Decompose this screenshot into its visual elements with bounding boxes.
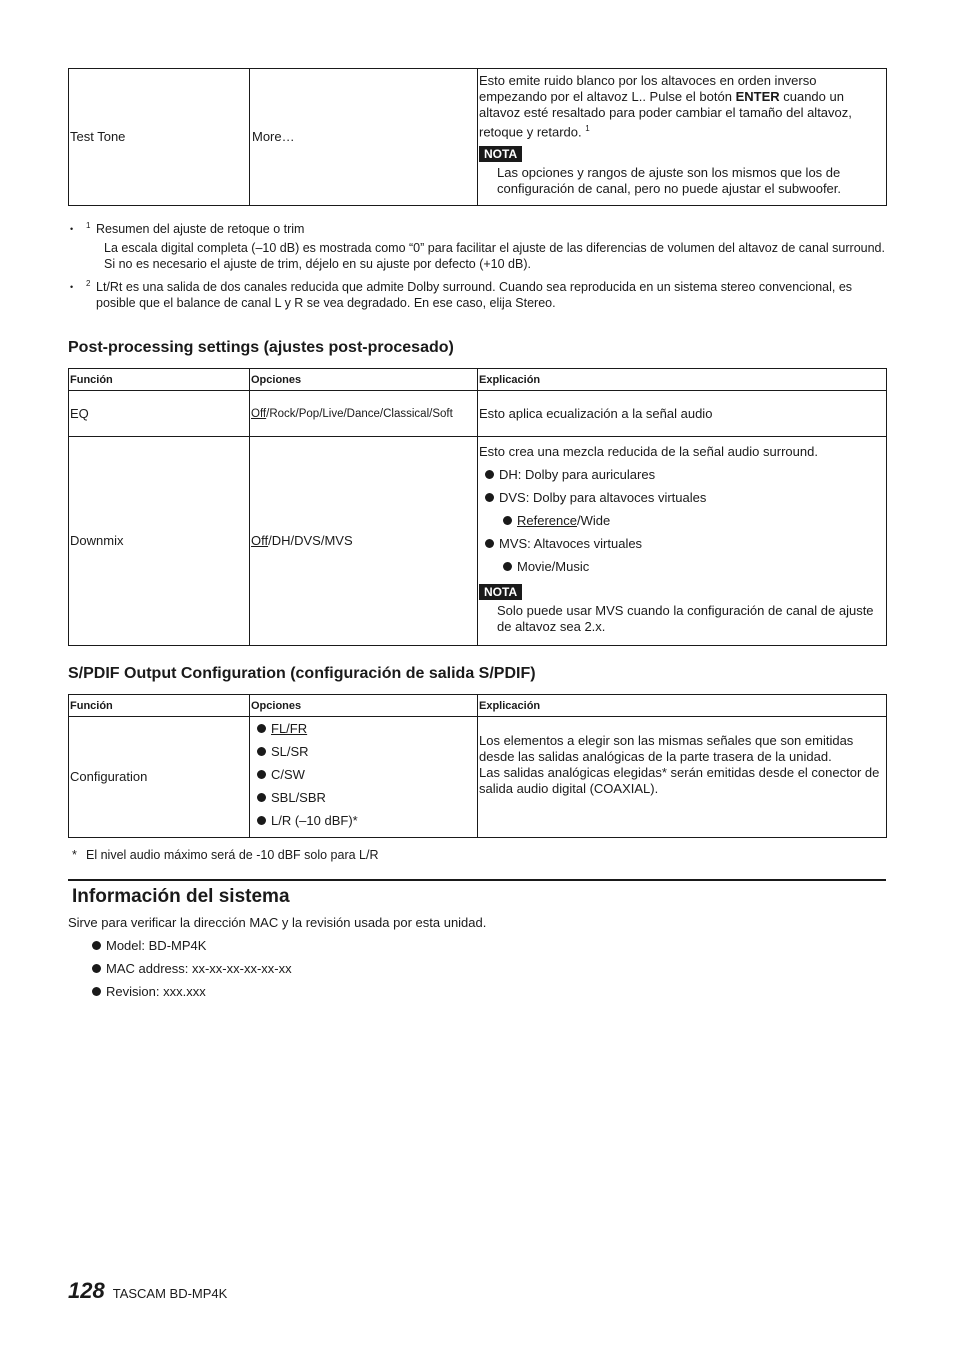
test-tone-function-cell <box>69 69 250 206</box>
downmix-intro: Esto crea una mezcla reducida de la señal audio surround. <box>479 444 818 459</box>
spdif-footnote: * El nivel audio máximo será de -10 dBF solo para L/R <box>72 848 379 862</box>
list-item: SBL/SBR <box>251 790 476 813</box>
footnote-2: • 2 Lt/Rt es una salida de dos canales reducida que admite Dolby surround. Cuando sea reproducida en un sistema stereo convencional, es posible que el balance de canal L y R se vea degradado. En ese caso, elija Stereo. <box>70 279 886 311</box>
table-row-eq <box>69 391 887 437</box>
list-item: FL/FR <box>251 721 476 744</box>
page-number: 128 <box>68 1278 105 1303</box>
test-tone-option: More… <box>252 129 295 144</box>
header-opciones: Opciones <box>250 369 478 391</box>
post-processing-heading: Post-processing settings (ajustes post-procesado) <box>68 339 454 356</box>
configuration-function: Configuration <box>69 717 250 838</box>
table-row-downmix <box>69 437 887 646</box>
header-funcion: Función <box>69 369 250 391</box>
test-tone-option-cell <box>250 69 478 206</box>
nota-label: NOTA <box>479 584 522 600</box>
test-tone-function: Test Tone <box>70 129 126 144</box>
header-opciones: Opciones <box>250 695 478 717</box>
system-info-intro: Sirve para verificar la dirección MAC y la revisión usada por esta unidad. <box>68 915 487 930</box>
list-item: MVS: Altavoces virtuales <box>479 536 885 559</box>
table-row-configuration <box>69 717 887 838</box>
bullet-icon <box>503 516 512 525</box>
spdif-table <box>68 694 887 838</box>
bullet-icon <box>257 793 266 802</box>
bullet-icon <box>485 470 494 479</box>
bullet-icon <box>485 539 494 548</box>
header-explicacion: Explicación <box>478 695 887 717</box>
list-item: Reference/Wide <box>479 513 885 536</box>
eq-options: Off/Rock/Pop/Live/Dance/Classical/Soft <box>250 391 478 437</box>
test-tone-table <box>68 68 887 206</box>
list-item: DVS: Dolby para altavoces virtuales <box>479 490 885 513</box>
post-processing-table <box>68 368 887 646</box>
footnote-1-text: La escala digital completa (–10 dB) es mostrada como “0” para facilitar el ajuste de las diferencias de volumen del altavoz de canal surround. Si no es necesario el ajuste de trim, déjelo en su ajuste por defecto (+10 dB). <box>104 241 885 271</box>
downmix-options: Off/DH/DVS/MVS <box>250 437 478 646</box>
nota-text: Solo puede usar MVS cuando la configuración de canal de ajuste de altavoz sea 2.x. <box>497 603 874 634</box>
downmix-explanation-cell <box>478 437 887 646</box>
bullet-icon <box>257 770 266 779</box>
footnote-1-title: Resumen del ajuste de retoque o trim <box>96 222 305 236</box>
nota-text: Las opciones y rangos de ajuste son los mismos que los de configuración de canal, pero no puede ajustar el subwoofer. <box>497 165 842 197</box>
bullet-icon <box>485 493 494 502</box>
product-name: TASCAM BD-MP4K <box>112 1286 228 1301</box>
list-item: L/R (–10 dBF)* <box>251 813 476 836</box>
configuration-options <box>250 717 478 838</box>
configuration-explanation: Los elementos a elegir son las mismas señales que son emitidas desde las salidas analógicas de la parte trasera de la unidad. Las salidas analógicas elegidas* serán emitidas desde el conector de salida audio digital (COAXIAL). <box>478 717 887 838</box>
section-divider <box>68 879 886 881</box>
list-item: Movie/Music <box>479 559 885 582</box>
bullet-icon <box>92 987 101 996</box>
page-footer <box>68 1277 227 1305</box>
system-info-list <box>86 938 292 1007</box>
test-tone-explanation: Esto emite ruido blanco por los altavoces en orden inverso empezando por el altavoz L.. Pulse el botón ENTER cuando un altavoz esté resaltado para poder cambiar el tamaño del altavoz, retoque y retardo. $^1$ <box>479 73 852 140</box>
bullet-icon <box>503 562 512 571</box>
footnote-2-text: Lt/Rt es una salida de dos canales reducida que admite Dolby surround. Cuando sea reproducida en un sistema stereo convencional, es posible que el balance de canal L y R se vea degradado. En ese caso, elija Stereo. <box>96 280 853 310</box>
bullet-icon <box>92 964 101 973</box>
list-item: DH: Dolby para auriculares <box>479 467 885 490</box>
bullet-icon <box>257 724 266 733</box>
bullet-icon <box>92 941 101 950</box>
header-explicacion: Explicación <box>478 369 887 391</box>
eq-explanation: Esto aplica ecualización a la señal audio <box>478 391 887 437</box>
bullet-icon <box>257 747 266 756</box>
bullet-icon <box>257 816 266 825</box>
list-item-mac: MAC address: xx-xx-xx-xx-xx-xx <box>86 961 292 984</box>
list-item-model: Model: BD-MP4K <box>86 938 292 961</box>
eq-function: EQ <box>69 391 250 437</box>
test-tone-explanation-cell <box>478 69 887 206</box>
downmix-function: Downmix <box>69 437 250 646</box>
list-item-revision: Revision: xxx.xxx <box>86 984 292 1007</box>
spdif-heading: S/PDIF Output Configuration (configuración de salida S/PDIF) <box>68 665 536 682</box>
footnote-1: • 1 Resumen del ajuste de retoque o trim La escala digital completa (–10 dB) es mostrada como “0” para facilitar el ajuste de las diferencias de volumen del altavoz de canal surround. Si no es necesario el ajuste de trim, déjelo en su ajuste por defecto (+10 dB). <box>70 221 885 271</box>
list-item: SL/SR <box>251 744 476 767</box>
system-info-heading: Información del sistema <box>72 886 290 907</box>
nota-label: NOTA <box>479 146 522 162</box>
header-funcion: Función <box>69 695 250 717</box>
list-item: C/SW <box>251 767 476 790</box>
